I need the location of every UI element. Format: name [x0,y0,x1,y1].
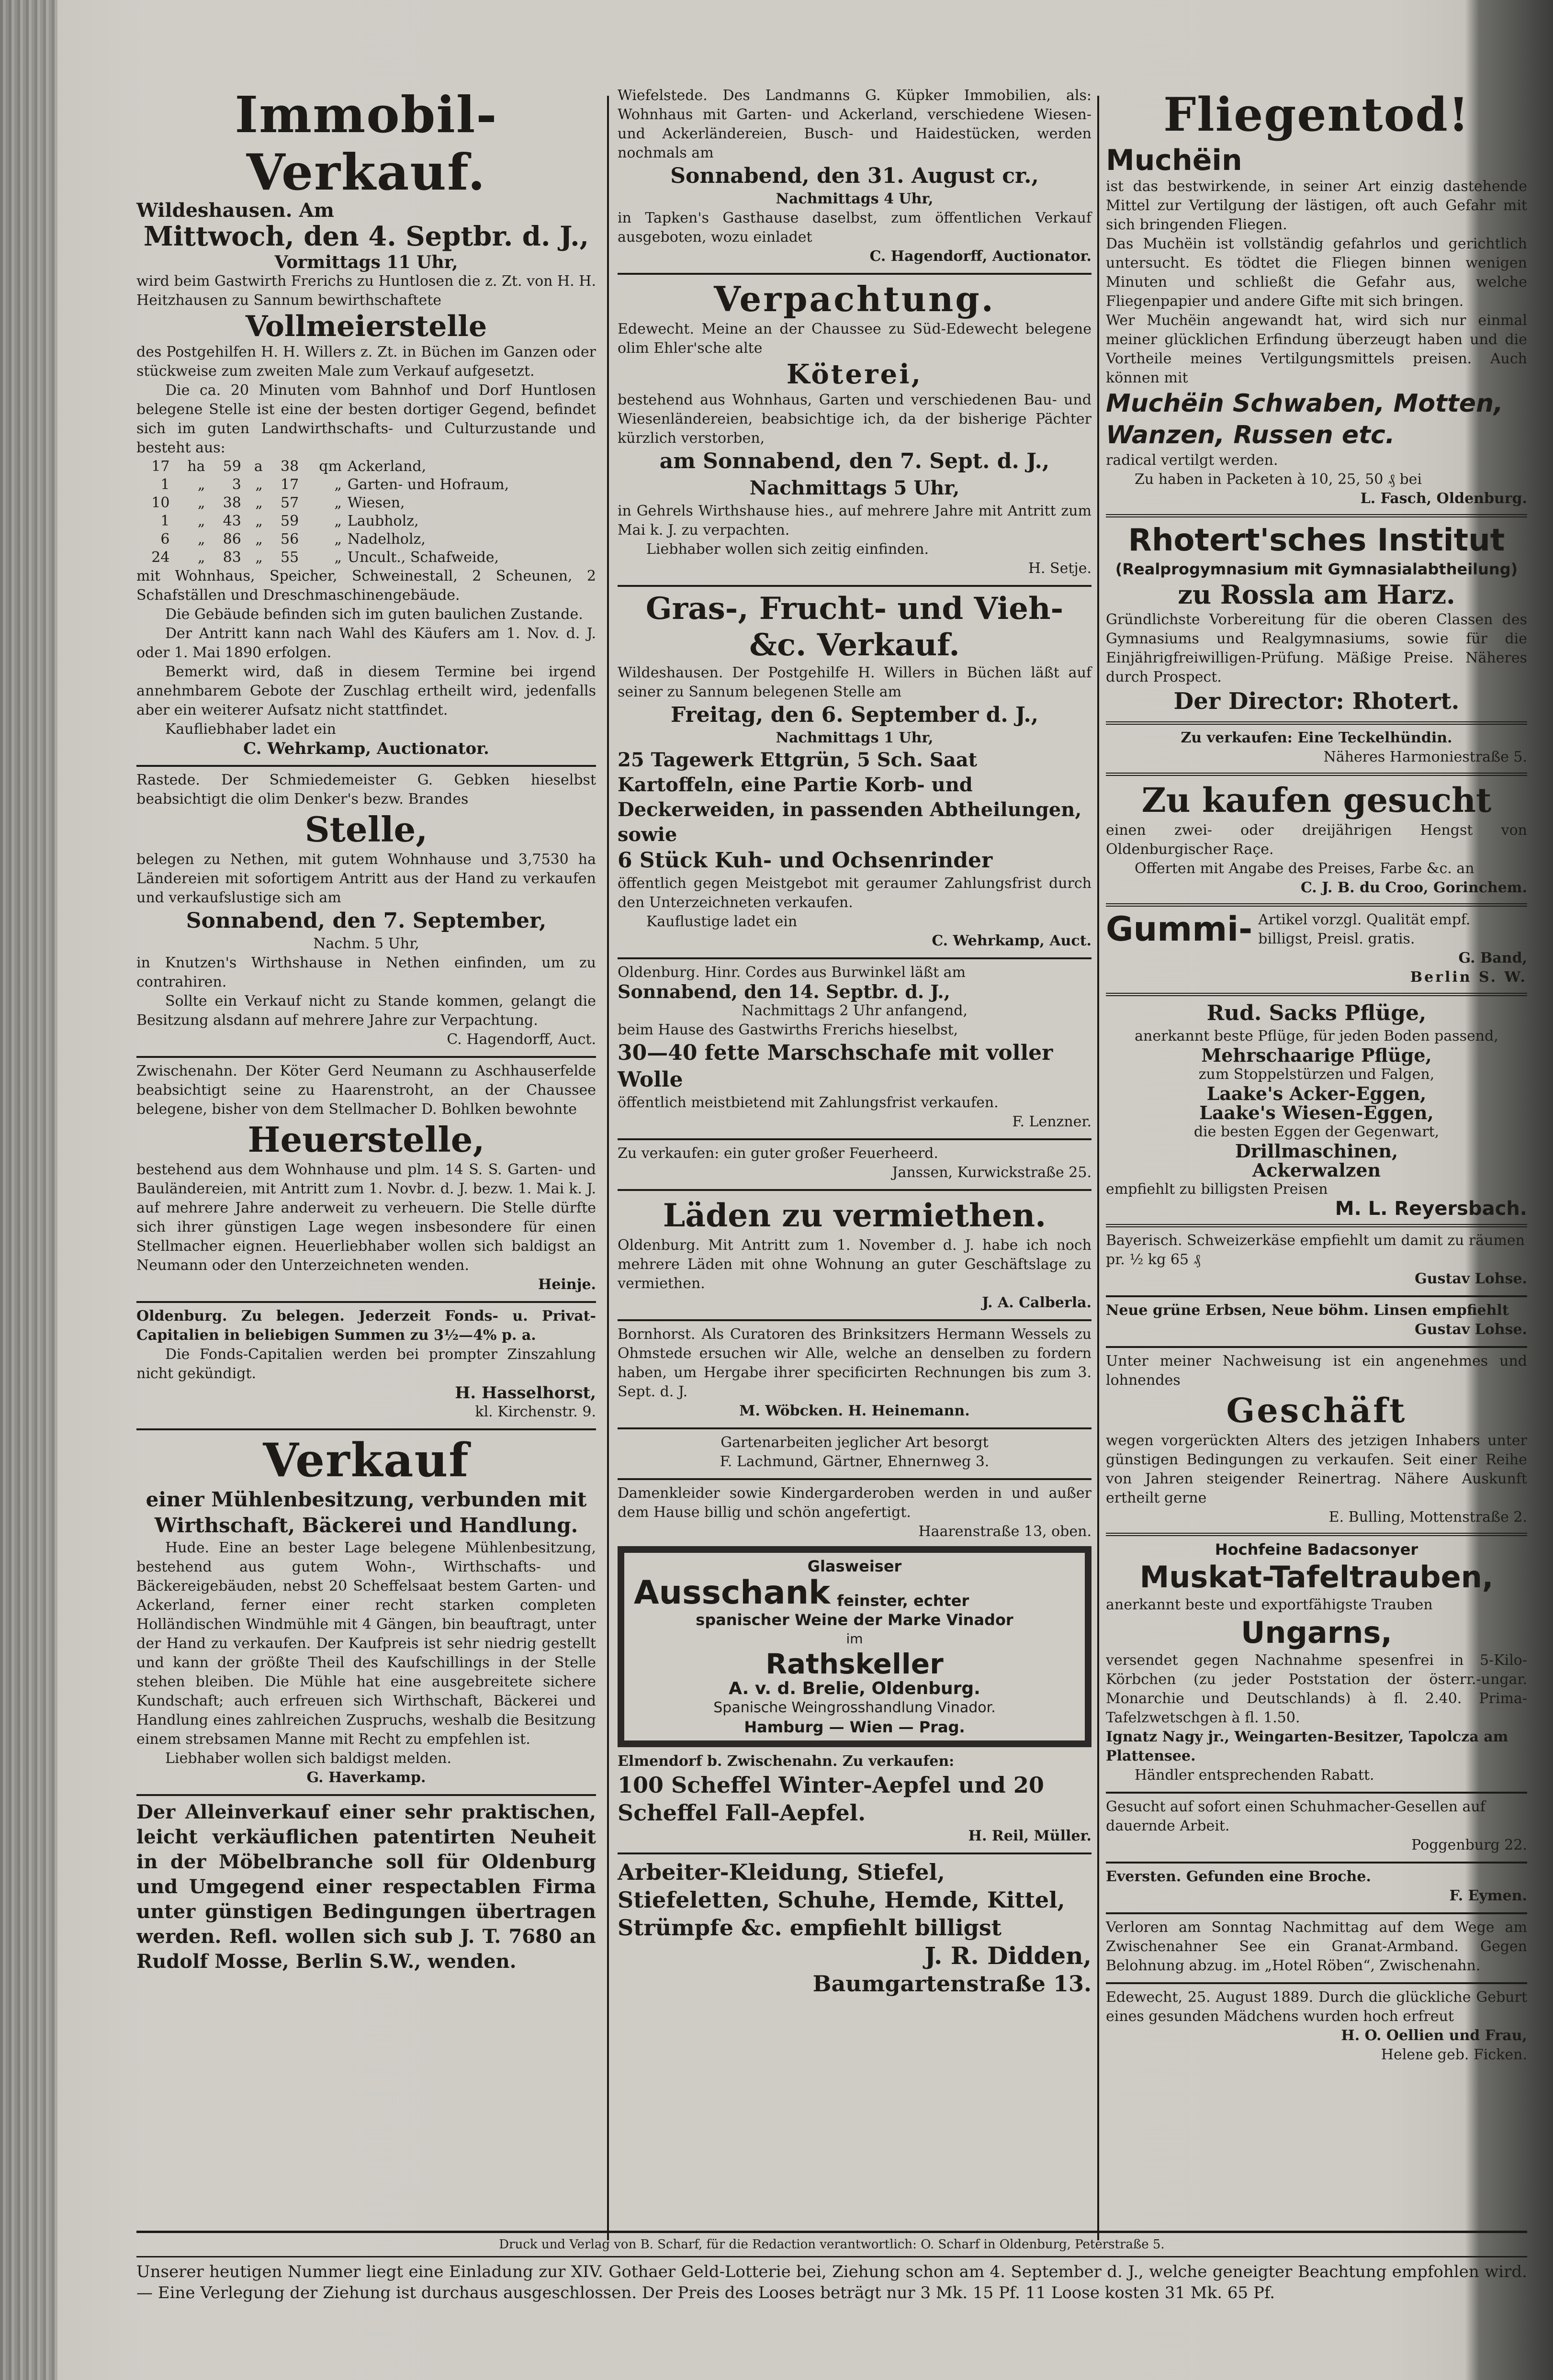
ad-place: Wildeshausen. Am [136,199,334,222]
ad-text: öffentlich meistbietend mit Zahlungsfrist verkaufen. [618,1094,999,1111]
land-table-cell: Laubholz, [347,513,419,529]
ad-text: spanischer Weine der Marke Vinador [696,1611,1013,1629]
ad-geschaeft [1106,1352,1527,1527]
ad-text: Offerten mit Angabe des Preises, Farbe &c. an [1135,860,1474,877]
ad-alleinverkauf [136,1800,596,1974]
ad-signature2: Helene geb. Ficken. [1381,2046,1527,2063]
column-rule-1 [607,96,609,2240]
ad-text: bestehend aus dem Wohnhause und plm. 14 S. S. Garten- und Bauländereien, mit Antritt zum 1. Novbr. d. J. bezw. 1. Mai k. J. auf mehrere Jahre anderweit zu verheuern. Die Stelle dürfte sich ihrer günstigen Lage wegen insbesondere für einen Stellmacher eignen. Heuerliebhaber wollen sich baldigst an Neumann oder den Unterzeichneten wenden. [136,1161,596,1274]
ad-text: Unter meiner Nachweisung ist ein angenehmes und lohnendes [1106,1353,1527,1389]
ad-time: Nachmittags 5 Uhr, [749,477,960,499]
ad-highlight: Muchëin Schwaben, Motten, Wanzen, Russen etc. [1106,389,1503,449]
ad-time: Nachmittags 1 Uhr, [776,730,934,746]
binding-edge [0,0,57,2380]
divider [1106,1912,1527,1914]
land-table-cell: „ [334,549,342,566]
ad-object: Heuerstelle, [248,1119,485,1160]
ad-text: Bayerisch. Schweizerkäse empfiehlt um damit zu räumen pr. ½ kg 65 ₰ [1106,1232,1525,1268]
ad-text: in Gehrels Wirthshause hies., auf mehrere Jahre mit Antritt zum Mai k. J. zu verpachten. [618,503,1092,539]
ad-title: Geschäft [1226,1391,1407,1430]
ad-signature: M. L. Reyersbach. [1335,1198,1527,1220]
ad-text: Wildeshausen. Der Postgehilfe H. Willers in Büchen läßt auf seiner zu Sannum belegenen Stelle am [618,664,1092,700]
ad-signature: J. R. Didden, [924,1942,1092,1970]
ad-signature: C. Wehrkamp, Auct. [932,932,1092,949]
ad-capitalien [136,1307,596,1422]
ad-signature: J. A. Calberla. [982,1294,1092,1311]
ad-text: Oldenburg. Zu belegen. Jederzeit Fonds- u. Privat-Capitalien in beliebigen Summen zu 3½—4% p. a. [136,1308,596,1344]
land-table-cell: 17 [281,476,299,493]
land-table-row [136,549,596,567]
ad-text: Die Gebäude befinden sich im guten baulichen Zustande. [165,606,583,623]
divider [1106,1982,1527,1984]
column-2 [618,86,1092,1997]
ad-text: Ackerwalzen [1252,1159,1381,1181]
ad-address: Berlin S. W. [1410,969,1527,986]
land-table-cell: 24 [151,549,170,566]
ad-text: Händler entsprechenden Rabatt. [1135,1767,1374,1784]
ad-text: Artikel vorzgl. Qualität empf. billigst, Preisl. gratis. [1258,911,1471,947]
ad-address: Poggenburg 22. [1411,1837,1527,1853]
ad-text: anerkannt beste Pflüge, für jeden Boden passend, [1135,1028,1498,1044]
lottery-notice: Unserer heutigen Nummer liegt eine Einladung zur XIV. Gothaer Geld-Lotterie bei, Ziehung schon am 4. September d. J., welche geneigter Beachtung empfohlen wird. — Eine Verlegung der Ziehung ist durchaus ausgeschlossen. Der Preis des Looses beträgt nur 3 Mk. 15 Pf. 11 Loose kosten 31 Mk. 65 Pf. [136,2262,1527,2302]
land-table-cell: Uncult., Schafweide, [347,549,499,566]
divider [136,1301,596,1303]
land-table-cell: Wiesen, [347,494,405,511]
land-table-cell: „ [197,476,205,493]
land-table-cell: 59 [281,513,299,529]
ad-text: Zu verkaufen: ein guter großer Feuerheerd. [618,1145,938,1162]
ad-marschschafe [618,963,1092,1132]
ad-text: Arbeiter-Kleidung, Stiefel, Stiefeletten, Schuhe, Hemde, Kittel, Strümpfe &c. empfiehlt billigst [618,1859,1065,1941]
ad-text: einen zwei- oder dreijährigen Hengst von Oldenburgischer Raçe. [1106,822,1527,858]
divider [618,1319,1092,1321]
column-3 [1106,86,1527,2065]
ad-text: beim Hause des Gastwirths Frerichs hieselbst, [618,1022,958,1038]
ad-text: Zwischenahn. Der Köter Gerd Neumann zu Aschhauserfelde beabsichtigt seine zu Haarenstroht, an der Chaussee belegene, bisher von dem Stellmacher D. Bohlken bewohnte [136,1063,596,1118]
ad-date: Sonnabend, den 14. Septbr. d. J., [618,981,950,1002]
land-table-cell: Ackerland, [347,458,427,475]
divider [1106,993,1527,996]
ad-text: feinster, echter [837,1592,969,1610]
divider [1106,903,1527,907]
ad-signature: Janssen, Kurwickstraße 25. [892,1164,1092,1181]
ad-title: Rhotert'sches Institut [1128,523,1505,558]
land-table-cell: „ [255,513,263,529]
land-table-cell: 1 [160,476,170,493]
ad-subtitle: einer Mühlenbesitzung, verbunden mit Wirthschaft, Bäckerei und Handlung. [146,1488,587,1537]
ad-text: Liebhaber wollen sich zeitig einfinden. [646,541,929,558]
ad-signature: Der Director: Rhotert. [1173,688,1460,715]
divider [1106,1224,1527,1227]
ad-text: anerkannt beste und exportfähigste Trauben [1106,1596,1433,1613]
ad-text: Kauflustige ladet ein [646,913,798,930]
ad-signature: C. Wehrkamp, Auctionator. [243,739,489,758]
land-table-row [136,458,596,476]
ad-text: Oldenburg. Mit Antritt zum 1. November d. J. habe ich noch mehrere Läden mit ohne Wohnung an guter Geschäftslage zu vermiethen. [618,1237,1092,1292]
ad-top: Hochfeine Badacsonyer [1215,1540,1418,1559]
divider [618,957,1092,959]
ad-text: Eversten. Gefunden eine Broche. [1106,1868,1371,1885]
ad-address: Baumgartenstraße 13. [812,1971,1092,1997]
ad-text: Edewecht. Meine an der Chaussee zu Süd-Edewecht belegene olim Ehler'sche alte [618,321,1092,357]
ad-text: empfiehlt zu billigsten Preisen [1106,1181,1328,1198]
ad-signature: C. Hagendorff, Auct. [447,1031,596,1048]
ad-sacks-pfluege [1106,1000,1527,1218]
ad-ausschank-box [618,1546,1092,1747]
land-table-cell: Garten- und Hofraum, [347,476,509,493]
ad-text: Bemerkt wird, daß in diesem Termine bei irgend annehmbarem Gebote der Zuschlag ertheilt wird, jedenfalls aber ein weiterer Aufsatz nicht stattfindet. [136,663,596,718]
ad-address: kl. Kirchenstr. 9. [475,1403,596,1420]
ad-signature: H. Setje. [1028,560,1092,577]
ad-firm: A. v. d. Brelie, Oldenburg. [729,1679,980,1698]
ad-firm2: Spanische Weingrosshandlung Vinador. [713,1699,996,1716]
ad-cities: Hamburg — Wien — Prag. [744,1718,965,1736]
ad-signature: C. Hagendorff, Auctionator. [869,248,1092,265]
ad-text: Verloren am Sonntag Nachmittag auf dem Wege am Zwischenahner See ein Granat-Armband. Gegen Belohnung abzug. im „Hotel Röben“, Zwischenahn. [1106,1919,1527,1974]
ad-place: Rathskeller [765,1648,944,1680]
divider [136,1056,596,1058]
ad-signature: E. Bulling, Mottenstraße 2. [1328,1509,1527,1526]
ad-date: Sonnabend, den 7. September, [186,909,547,933]
ad-text: Bornhorst. Als Curatoren des Brinksitzers Hermann Wessels zu Ohmstede ersuchen wir Alle, welche an denselben zu fordern haben, um Hergabe ihrer specificirten Rechnungen bis zum 3. Sept. d. J. [618,1326,1092,1400]
ad-text: Oldenburg. Hinr. Cordes aus Burwinkel läßt am [618,964,966,981]
ad-tafeltrauben [1106,1540,1527,1785]
divider [1106,1862,1527,1864]
ad-date: Freitag, den 6. September d. J., [670,703,1039,727]
ad-time: Nachm. 5 Uhr, [313,935,419,952]
ad-time: Vormittags 11 Uhr, [274,252,458,272]
column-rule-2 [1097,96,1099,2240]
ad-muehle-verkauf [136,1434,596,1787]
divider [1106,1346,1527,1348]
ad-title: Rud. Sacks Pflüge, [1206,1001,1427,1025]
ad-text: in Knutzen's Wirthshause in Nethen einfinden, um zu contrahiren. [136,954,596,990]
land-table-cell: „ [255,531,263,548]
divider [618,1427,1092,1429]
ad-top: Glasweiser [807,1557,902,1575]
land-table-cell: „ [255,549,263,566]
land-table-cell: ha [187,458,205,475]
ad-title: Ausschank [634,1574,831,1612]
ad-title: Verkauf [263,1433,470,1487]
divider [618,1189,1092,1191]
ad-title: Läden zu vermiethen. [663,1197,1047,1234]
ad-date: Mittwoch, den 4. Septbr. d. J., [143,221,589,252]
ad-date: am Sonnabend, den 7. Sept. d. J., [659,449,1050,473]
ad-headline-row [634,1576,1075,1610]
ad-text: Zu verkaufen: Eine Teckelhündin. [1181,730,1452,746]
land-table-cell: 1 [160,513,170,529]
land-table-cell: „ [334,494,342,511]
land-table-cell: „ [334,513,342,529]
ad-feuerheerd [618,1144,1092,1182]
ad-object: Köterei, [786,359,923,390]
ad-signature: Gustav Lohse. [1415,1321,1527,1338]
ad-fliegentod [1106,86,1527,508]
land-table-cell: 6 [160,531,170,548]
ad-laeden [618,1195,1092,1313]
ad-heuerstelle [136,1062,596,1294]
ad-text: Laake's Acker-Eggen, [1206,1083,1427,1104]
ad-text: Der Antritt kann nach Wahl des Käufers am 1. Nov. d. J. oder 1. Mai 1890 erfolgen. [136,625,596,661]
land-table-row [136,530,596,549]
ad-text: Damenkleider sowie Kindergarderoben werden in und außer dem Hause billig und schön angefertigt. [618,1485,1092,1521]
ad-text: Wiefelstede. Des Landmanns G. Küpker Immobilien, als: Wohnhaus mit Garten- und Ackerland, verschiedene Wiesen- und Ackerländereien, Busch- und Haidestücken, werden nochmals am [618,87,1092,161]
land-table-cell: 38 [281,458,299,475]
ad-text: Gesucht auf sofort einen Schuhmacher-Gesellen auf dauernde Arbeit. [1106,1798,1485,1834]
ad-text: Das Muchëin ist vollständig gefahrlos und gerichtlich untersucht. Es tödtet die Fliegen binnen wenigen Minuten und schließt die Gefahr aus, welche Fliegenpapier und andere Gifte mit sich bringen. [1106,236,1527,310]
land-table-cell: 10 [151,494,170,511]
ad-text: Elmendorf b. Zwischenahn. Zu verkaufen: [618,1753,955,1770]
ad-signature: M. Wöbcken. H. Heinemann. [739,1403,970,1419]
ad-text: Gartenarbeiten jeglicher Art besorgt [720,1434,989,1451]
ad-text: Gründlichste Vorbereitung für die oberen Classen des Gymnasiums und Realgymnasiums, sowie für die Einjährigfreiwilligen-Prüfung. Mäßige Preise. Näheres durch Prospect. [1106,611,1527,685]
ad-title: Gummi- [1106,909,1253,949]
ad-signature: Ignatz Nagy jr., Weingarten-Besitzer, Tapolcza am Plattensee. [1106,1729,1508,1764]
ad-gummi [1106,910,1527,987]
land-table-cell: 3 [232,476,241,493]
land-table-row [136,512,596,530]
ad-wiefelstede [618,86,1092,266]
divider [1106,721,1527,725]
ad-schuhmacher [1106,1797,1527,1855]
ad-text: Sollte ein Verkauf nicht zu Stande kommen, gelangt die Besitzung alsdann auf mehrere Jahre zur Verpachtung. [136,993,596,1029]
ad-signature: H. Hasselhorst, [455,1383,596,1403]
divider [1106,514,1527,517]
land-table-cell: „ [197,549,205,566]
ad-brand: Muchëin [1106,144,1242,177]
land-table-cell: a [254,458,263,475]
ad-geburt [1106,1988,1527,2065]
ad-text: Mehrschaarige Pflüge, [1201,1044,1432,1066]
ad-gras-verkauf [618,591,1092,951]
ad-place: zu Rossla am Harz. [1178,579,1455,610]
land-table-row [136,494,596,512]
ad-signature: Gustav Lohse. [1415,1270,1527,1287]
ad-text: öffentlich gegen Meistgebot mit geraumer Zahlungsfrist durch den Unterzeichneten verkaufen. [618,875,1092,911]
ad-arbeiter-kleidung [618,1858,1092,1997]
divider [1106,1533,1527,1536]
land-table-cell: 38 [223,494,241,511]
ad-signature: G. Haverkamp. [306,1769,426,1786]
divider [136,1794,596,1796]
land-table-cell: „ [334,476,342,493]
ad-text: belegen zu Nethen, mit gutem Wohnhause und 3,7530 ha Ländereien mit sofortigem Antritt aus der Hand zu verkaufen und verkaufslustige sich am [136,851,596,906]
ad-signature: G. Band, [1458,950,1527,966]
ad-text: wegen vorgerückten Alters des jetzigen Inhabers unter günstigen Bedingungen zu verkaufen. Seit einer Reihe von Jahren steigender Reinertrag. Nähere Auskunft ertheilt gerne [1106,1432,1527,1506]
land-table-cell: Nadelholz, [347,531,426,548]
ad-text: in Tapken's Gasthause daselbst, zum öffentlichen Verkauf ausgeboten, wozu einladet [618,210,1092,246]
ad-text: Wer Muchëin angewandt hat, wird sich nur einmal meiner glücklichen Erfindung überzeugt haben und die Vortheile meines Vertilgungsmittels preisen. Auch können mit [1106,312,1527,386]
ad-title: Gras-, Frucht- und Vieh- &c. Verkauf. [645,591,1064,663]
ad-address: Haarenstraße 13, oben. [918,1523,1092,1540]
ad-signature: L. Fasch, Oldenburg. [1360,490,1527,507]
ad-address: Näheres Harmoniestraße 5. [1323,749,1527,765]
ad-title: Verpachtung. [714,279,995,319]
ad-immobil-verkauf [136,86,596,758]
land-table-cell: 59 [223,458,241,475]
divider [136,1428,596,1430]
ad-text: mit Wohnhaus, Speicher, Schweinestall, 2 Scheunen, 2 Schafställen und Dreschmaschinengebäude. [136,568,596,604]
ad-text: des Postgehilfen H. H. Willers z. Zt. in Büchen im Ganzen oder stückweise zum zweiten Male zum Verkauf aufgesetzt. [136,344,596,380]
ad-items: 6 Stück Kuh- und Ochsenrinder [618,848,993,873]
land-table-cell: 17 [151,458,170,475]
ad-signature: F. Lachmund, Gärtner, Ehnernweg 3. [720,1453,990,1470]
ad-items: 30—40 fette Marschschafe mit voller Wolle [618,1041,1053,1092]
ad-items: 25 Tagewerk Ettgrün, 5 Sch. Saat Kartoffeln, eine Partie Korb- und Deckerweiden, in passenden Abtheilungen, sowie [618,749,1082,846]
divider [136,765,596,767]
ad-body [1258,910,1527,987]
land-table-cell: „ [197,531,205,548]
ad-damenkleider [618,1484,1092,1541]
page-footer [136,2231,1527,2303]
land-table-cell: „ [197,513,205,529]
ad-broche [1106,1867,1527,1906]
ad-text: Neue grüne Erbsen, Neue böhm. Linsen empfiehlt [1106,1302,1509,1319]
divider [618,1478,1092,1480]
divider [618,585,1092,587]
ad-signature: Heinje. [538,1276,596,1293]
ad-text: Die Fonds-Capitalien werden bei prompter Zinszahlung nicht gekündigt. [136,1346,596,1382]
ad-bornhorst [618,1325,1092,1421]
land-table-cell: qm [319,458,342,475]
ad-text: Laake's Wiesen-Eggen, [1199,1102,1434,1123]
ad-text: Drillmaschinen, [1235,1140,1398,1162]
ad-signature: F. Lenzner. [1012,1113,1092,1130]
land-table-cell: „ [197,494,205,511]
ad-signature: F. Eymen. [1449,1887,1527,1904]
ad-text: Hude. Eine an bester Lage belegene Mühlenbesitzung, bestehend aus gutem Wohn-, Wirthschafts- und Bäckereigebäuden, nebst 20 Scheffelsaat bestem Garten- und Ackerland, ferner einer recht starken completen Holländischen Windmühle mit 4 Gängen, bin beauftragt, unter der Hand zu verkaufen. Der Kaufpreis ist sehr niedrig gestellt und kann der größte Theil des Kaufschillings in der Stelle stehen bleiben. Die Mühle hat eine ausgebreitete sichere Kundschaft; auch erfreuen sich Wirthschaft, Bäckerei und Handlung eines zahlreichen Zuspruchs, weshalb die Besitzung einem strebsamen Manne mit Recht zu empfehlen ist. [136,1539,596,1748]
ad-title: Immobil-Verkauf. [235,85,498,202]
ad-title2: Ungarns, [1241,1615,1392,1650]
ad-text: Rastede. Der Schmiedemeister G. Gebken hieselbst beabsichtigt die olim Denker's bezw. Brandes [136,772,596,808]
ad-time: Nachmittags 4 Uhr, [776,191,934,207]
ad-erbsen [1106,1301,1527,1339]
ad-object: Stelle, [304,809,428,850]
divider [618,1138,1092,1140]
ad-text: Liebhaber wollen sich baldigst melden. [165,1750,451,1767]
land-table-cell: „ [334,531,342,548]
ad-title: Fliegentod! [1163,88,1470,142]
ad-rastede-stelle [136,771,596,1049]
ad-schweizerkaese [1106,1231,1527,1289]
column-1 [136,86,596,1974]
land-table-cell: 43 [223,513,241,529]
ad-items: 100 Scheffel Winter-Aepfel und 20 Scheffel Fall-Aepfel. [618,1772,1044,1826]
land-table [136,458,596,567]
ad-elmendorf [618,1752,1092,1846]
ad-signature: C. J. B. du Croo, Gorinchem. [1300,879,1527,896]
ad-teckel [1106,729,1527,767]
ad-text: radical vertilgt werden. [1106,452,1278,469]
ad-time: Nachmittags 2 Uhr anfangend, [741,1002,968,1019]
ad-text: zum Stoppelstürzen und Falgen, [1198,1066,1435,1083]
ad-title: Zu kaufen gesucht [1141,780,1492,820]
divider [1106,1792,1527,1794]
ad-rhotert-institut [1106,521,1527,716]
divider [1106,773,1527,776]
land-table-cell: „ [255,476,263,493]
imprint-line: Druck und Verlag von B. Scharf, für die Redaction verantwortlich: O. Scharf in Oldenburg, Peterstraße 5. [136,2231,1527,2257]
divider [618,1852,1092,1854]
land-table-row [136,476,596,494]
land-table-cell: „ [255,494,263,511]
ad-text: im [846,1631,863,1647]
ad-title: Muskat-Tafeltrauben, [1139,1560,1494,1594]
ad-text: Die ca. 20 Minuten vom Bahnhof und Dorf Huntlosen belegene Stelle ist eine der besten dortiger Gegend, befindet sich im guten Landwirthschafts- und Culturzustande und besteht aus: [136,382,596,456]
divider [1106,1295,1527,1297]
ad-text: bestehend aus Wohnhaus, Garten und verschiedenen Bau- und Wiesenländereien, beabsichtige ich, da der bisherige Pächter kürzlich verstorben, [618,392,1092,447]
ad-verpachtung [618,279,1092,578]
ad-text: ist das bestwirkende, in seiner Art einzig dastehende Mittel zur Vertilgung der lästigen, oft auch Gefahr mit sich bringenden Fliegen. [1106,178,1527,233]
ad-hengst [1106,780,1527,898]
ad-object: Vollmeierstelle [245,310,487,343]
ad-text: wird beim Gastwirth Frerichs zu Huntlosen die z. Zt. von H. H. Heitzhausen zu Sannum bewirthschaftete [136,273,596,309]
ad-text: Zu haben in Packeten à 10, 25, 50 ₰ bei [1135,471,1422,488]
ad-subtitle: (Realprogymnasium mit Gymnasialabtheilung) [1115,560,1518,578]
divider [618,273,1092,275]
land-table-cell: 86 [223,531,241,548]
ad-signature: H. Reil, Müller. [968,1828,1092,1844]
ad-signature: H. O. Oellien und Frau, [1341,2027,1527,2044]
ad-text: Kaufliebhaber ladet ein [165,721,336,738]
land-table-cell: 55 [281,549,299,566]
ad-gartenarbeiten [618,1433,1092,1471]
ad-date: Sonnabend, den 31. August cr., [670,164,1039,188]
ad-armband [1106,1918,1527,1976]
land-table-cell: 57 [281,494,299,511]
land-table-cell: 56 [281,531,299,548]
ad-text: Der Alleinverkauf einer sehr praktischen, leicht verkäuflichen patentirten Neuheit in der Möbelbranche soll für Oldenburg und Umgegend einer respectablen Firma unter günstigen Bedingungen übertragen werden. Refl. wollen sich sub J. T. 7680 an Rudolf Mosse, Berlin S.W., wenden. [136,1801,596,1973]
ad-text: versendet gegen Nachnahme spesenfrei in 5-Kilo-Körbchen (zu jeder Poststation der österr.-ungar. Monarchie und Deutschlands) à fl. 2.40. Prima-Tafelzwetschgen à fl. 1.50. [1106,1652,1527,1726]
land-table-cell: 83 [223,549,241,566]
ad-text: die besten Eggen der Gegenwart, [1193,1123,1440,1140]
ad-text: Edewecht, 25. August 1889. Durch die glückliche Geburt eines gesunden Mädchens wurden hoch erfreut [1106,1989,1527,2025]
